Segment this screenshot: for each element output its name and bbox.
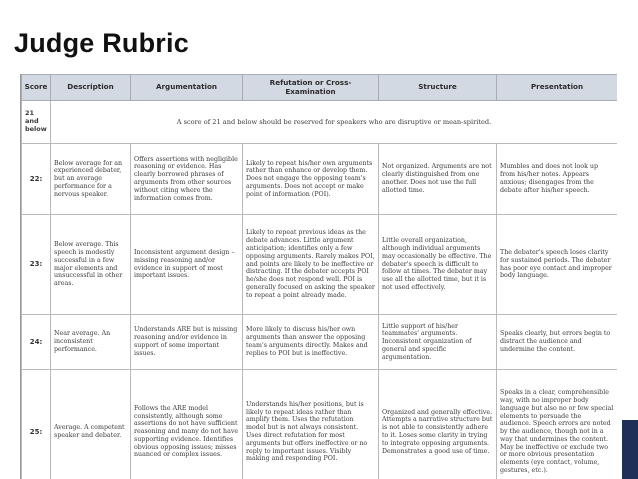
header-structure: Structure	[379, 75, 497, 101]
note-cell: A score of 21 and below should be reserved for speakers who are disruptive or mean-spirited.	[51, 101, 618, 144]
table-row-note	[22, 101, 618, 144]
presentation-cell: Speaks clearly, but errors begin to distract the audience and undermine the content.	[497, 315, 618, 370]
description-cell: Average. A competent speaker and debater.	[51, 370, 131, 479]
description-cell: Below average for an experienced debater, but an average performance for a nervous speaker.	[51, 144, 131, 215]
description-cell: Below average. This speech is modestly successful in a few major elements and unsuccessful in other areas.	[51, 215, 131, 315]
argumentation-cell: Understands ARE but is missing reasoning and/or evidence in support of some important issues.	[131, 315, 243, 370]
refutation-cell: Likely to repeat previous ideas as the debate advances. Little argument anticipation; identifies only a few opposing arguments. Rarely makes POI, and points are likely to be ineffective or distracting. If the debater accepts POI he/she does not respond well. POI is generally focused on asking the speaker to repeat a point already made.	[243, 215, 379, 315]
header-score: Score	[22, 75, 51, 101]
argumentation-cell: Inconsistent argument design – missing reasoning and/or evidence in support of most important issues.	[131, 215, 243, 315]
table-header-row	[22, 75, 618, 101]
presentation-cell: Speaks in a clear, comprehensible way, with no improper body language but also no or few special elements to persuade the audience. Speech errors are noted by the audience, though not in a way that undermines the content. May be ineffective or exclude two or more obvious presentation elements (eye contact, volume, gestures, etc.).	[497, 370, 618, 479]
refutation-cell: More likely to discuss his/her own arguments than answer the opposing team's arguments directly. Makes and replies to POI but is ineffective.	[243, 315, 379, 370]
presentation-cell: Mumbles and does not look up from his/her notes. Appears anxious; disengages from the debate after his/her speech.	[497, 144, 618, 215]
argumentation-cell: Offers assertions with negligible reasoning or evidence. Has clearly borrowed phrases of arguments from other sources without citing where the information comes from.	[131, 144, 243, 215]
structure-cell: Organized and generally effective. Attempts a narrative structure but is not able to consistently adhere to it. Loses some clarity in trying to integrate opposing arguments. Demonstrates a good use of time.	[379, 370, 497, 479]
rubric-table	[21, 74, 617, 479]
table-row	[22, 215, 618, 315]
header-refutation: Refutation or Cross-Examination	[243, 75, 379, 101]
structure-cell: Not organized. Arguments are not clearly distinguished from one another. Does not use the full allotted time.	[379, 144, 497, 215]
argumentation-cell: Follows the ARE model consistently, although some assertions do not have sufficient reasoning and many do not have supporting evidence. Identifies obvious opposing issues; misses nuanced or complex issues.	[131, 370, 243, 479]
refutation-cell: Understands his/her positions, but is likely to repeat ideas rather than amplify them. Uses the refutation model but is not always consistent. Uses direct refutation for most arguments but offers ineffective or no reply to important issues. Visibly making and responding POI.	[243, 370, 379, 479]
score-cell: 24:	[22, 315, 51, 370]
score-cell: 25:	[22, 370, 51, 479]
header-presentation: Presentation	[497, 75, 618, 101]
structure-cell: Little support of his/her teammates' arguments. Inconsistent organization of general and specific argumentation.	[379, 315, 497, 370]
table-row	[22, 370, 618, 479]
score-cell: 22:	[22, 144, 51, 215]
structure-cell: Little overall organization, although individual arguments may occasionally be effective. The debater's speech is difficult to follow at times. The debater may use all the allotted time, but it is not used effectively.	[379, 215, 497, 315]
rubric-table-container	[20, 74, 617, 479]
header-description: Description	[51, 75, 131, 101]
table-row	[22, 315, 618, 370]
refutation-cell: Likely to repeat his/her own arguments rather than enhance or develop them. Does not engage the opposing team's arguments. Does not accept or make point of information (POI).	[243, 144, 379, 215]
presentation-cell: The debater's speech loses clarity for sustained periods. The debater has poor eye contact and improper body language.	[497, 215, 618, 315]
score-cell: 23:	[22, 215, 51, 315]
slide-edge-decoration	[622, 420, 638, 479]
header-argumentation: Argumentation	[131, 75, 243, 101]
score-cell: 21 and below	[22, 101, 51, 144]
table-row	[22, 144, 618, 215]
description-cell: Near average. An inconsistent performance.	[51, 315, 131, 370]
page-title: Judge Rubric	[14, 28, 189, 58]
